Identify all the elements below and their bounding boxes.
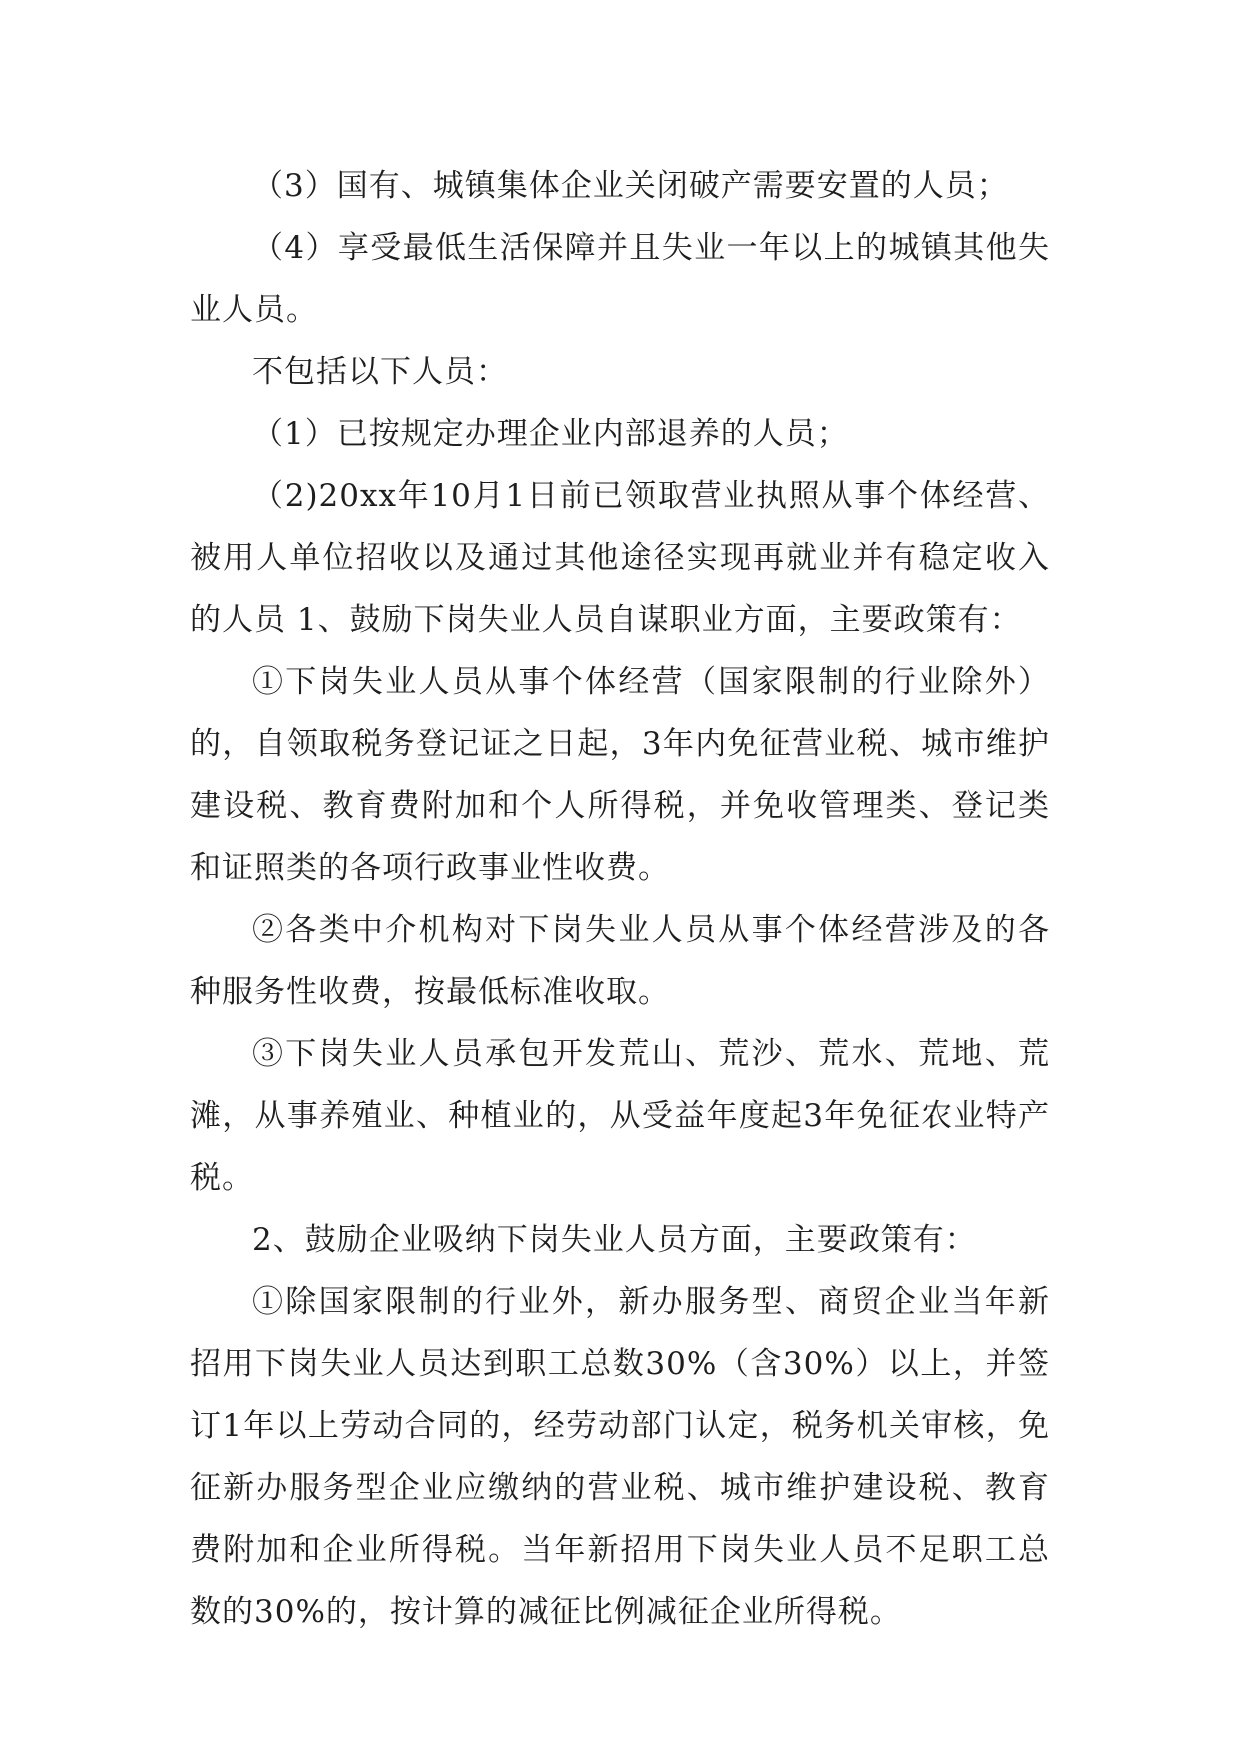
document-body: [190, 155, 1050, 1643]
paragraph-3: 不包括以下人员：: [252, 354, 508, 390]
paragraph-8: ③下岗失业人员承包开发荒山、荒沙、荒水、荒地、荒滩，从事养殖业、种植业的，从受益年度起3年免征农业特产税。: [190, 1036, 1050, 1196]
paragraph-4: （1）已按规定办理企业内部退养的人员；: [252, 416, 849, 452]
paragraph-5: （2)20xx年10月1日前已领取营业执照从事个体经营、被用人单位招收以及通过其他途径实现再就业并有稳定收入的人员 1、鼓励下岗失业人员自谋职业方面，主要政策有：: [190, 478, 1050, 638]
paragraph-6: ①下岗失业人员从事个体经营（国家限制的行业除外）的，自领取税务登记证之日起，3年内免征营业税、城市维护建设税、教育费附加和个人所得税，并免收管理类、登记类和证照类的各项行政事业性收费。: [190, 664, 1050, 886]
paragraph-10: ①除国家限制的行业外，新办服务型、商贸企业当年新招用下岗失业人员达到职工总数30%（含30%）以上，并签订1年以上劳动合同的，经劳动部门认定，税务机关审核，免征新办服务型企业应缴纳的营业税、城市维护建设税、教育费附加和企业所得税。当年新招用下岗失业人员不足职工总数的30%的，按计算的减征比例减征企业所得税。: [190, 1284, 1050, 1630]
paragraph-7: ②各类中介机构对下岗失业人员从事个体经营涉及的各种服务性收费，按最低标准收取。: [190, 912, 1050, 1010]
paragraph-1: （3）国有、城镇集体企业关闭破产需要安置的人员；: [252, 168, 1009, 204]
paragraph-2: （4）享受最低生活保障并且失业一年以上的城镇其他失业人员。: [190, 230, 1050, 328]
paragraph-9: 2、鼓励企业吸纳下岗失业人员方面，主要政策有：: [252, 1222, 977, 1258]
